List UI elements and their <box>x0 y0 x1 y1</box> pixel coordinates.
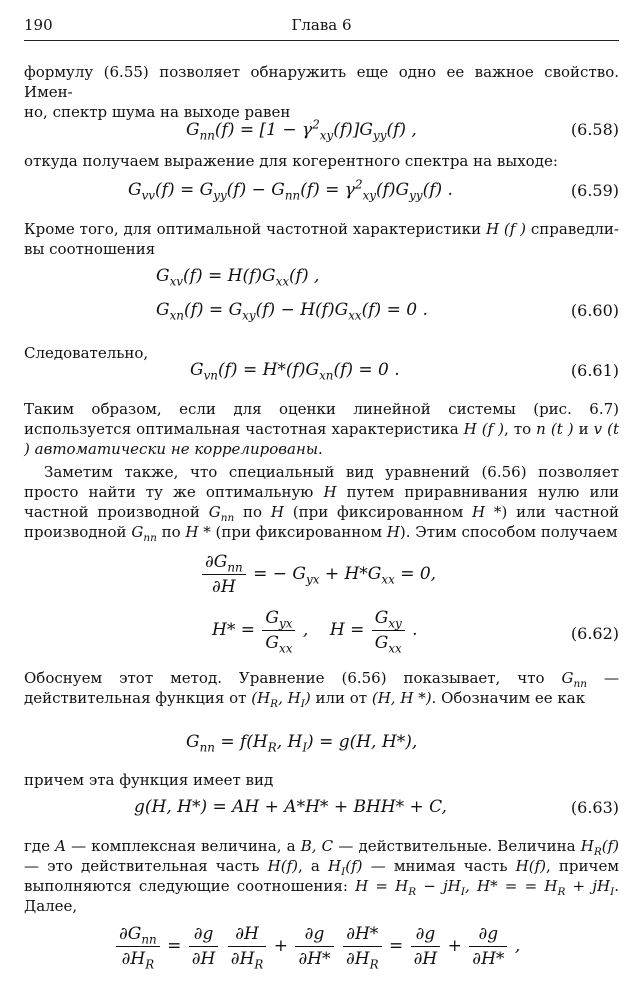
chapter-title: Глава 6 <box>291 16 352 34</box>
equation-number: (6.58) <box>570 120 619 139</box>
equation-6-59: $G_{vv}(f) = G_{yy}(f) - G_{nn}(f) = \gamma^2_{xy}(f)G_{yy}(f)$ . <box>128 177 453 203</box>
paragraph-8: причем эта функция имеет вид <box>24 771 274 789</box>
equation-6-61: $G_{vn}(f) = H*(f)G_{xn}(f) = 0$ . <box>190 360 400 383</box>
paragraph-5: Таким образом, если для оценки линейной системы (рис. 6.7) используется оптимальная частотная характеристика H (f ), то n (t ) и v (t ) автоматически не коррелированы. <box>24 400 619 458</box>
equation-6-60a: $G_{xv}(f) = H(f)G_{xx}(f)$ , <box>156 266 320 289</box>
paragraph-6: Заметим также, что специальный вид уравнений (6.56) позволяет просто найти ту же оптимальную H путем приравнивания нулю или частной производной $G_{nn}$ по H (при фиксированном H *) или частной производной $G_{nn}$ по H * (при фиксированном H). Этим способом получаем <box>24 463 620 544</box>
paragraph-3: Кроме того, для оптимальной частотной характеристики H (f ) справедли-вы соотношения <box>24 220 619 258</box>
paragraph-4: Следовательно, <box>24 344 149 362</box>
page-number: 190 <box>24 16 53 34</box>
paragraph-2: откуда получаем выражение для когерентного спектра на выходе: <box>24 152 558 170</box>
equation-number: (6.59) <box>570 181 619 200</box>
paragraph-1: формулу (6.55) позволяет обнаружить еще одно ее важное свойство. Имен- но, спектр шума на выходе равен <box>24 63 619 121</box>
equation-number: (6.63) <box>570 798 619 817</box>
equation-number: (6.60) <box>570 301 619 320</box>
paragraph-7: Обоснуем этот метод. Уравнение (6.56) показывает, что $G_{nn}$ — действительная функция от ($H_R$, $H_I$) или от (H, H *). Обозначим ее как <box>24 669 619 710</box>
equation-6-62a: $\frac{\partial G_{nn}}{\partial H}$ = − $G_{yx} + H*G_{xx} = 0$, <box>200 550 436 599</box>
equation-partial-derivative: $\frac{\partial G_{nn}}{\partial H_R}$ = $\frac{\partial g}{\partial H}$ $\frac{\partial H}{\partial H_R}$ + $\frac{\partial g}{\partial H*}$ $\frac{\partial H*}{\partial H_R}$ = $\frac{\partial g}{\partial H}$ + $\frac{\partial g}{\partial H*}$ , <box>114 922 520 971</box>
equation-6-60b: $G_{xn}(f) = G_{xy}(f) - H(f)G_{xx}(f) = 0$ . <box>156 300 428 323</box>
equation-6-62b: H* = $\frac{G_{yx}}{G_{xx}}$ , H = $\frac{G_{xy}}{G_{xx}}$ . <box>212 608 418 656</box>
equation-number: (6.62) <box>570 624 619 643</box>
running-header <box>24 16 619 41</box>
equation-6-63: g(H, H*) = AH + A*H* + BHH* + C, <box>134 797 447 817</box>
equation-number: (6.61) <box>570 361 619 380</box>
paragraph-9: где A — комплексная величина, а B, C — действительные. Величина $H_R(f)$ — это действительная часть H(f), а $H_I(f)$ — мнимая часть H(f), причем выполняются следующие соотношения: $H = H_R - jH_I$, H* = = $H_R + jH_I$. Далее, <box>24 837 619 915</box>
equation-gnn-function: $G_{nn} = f(H_R$, $H_I) = g(H$, H*), <box>186 732 418 755</box>
equation-6-58: $G_{nn}(f) = [1 - \gamma^2_{xy}(f)]G_{yy}(f)$ , <box>186 117 417 143</box>
